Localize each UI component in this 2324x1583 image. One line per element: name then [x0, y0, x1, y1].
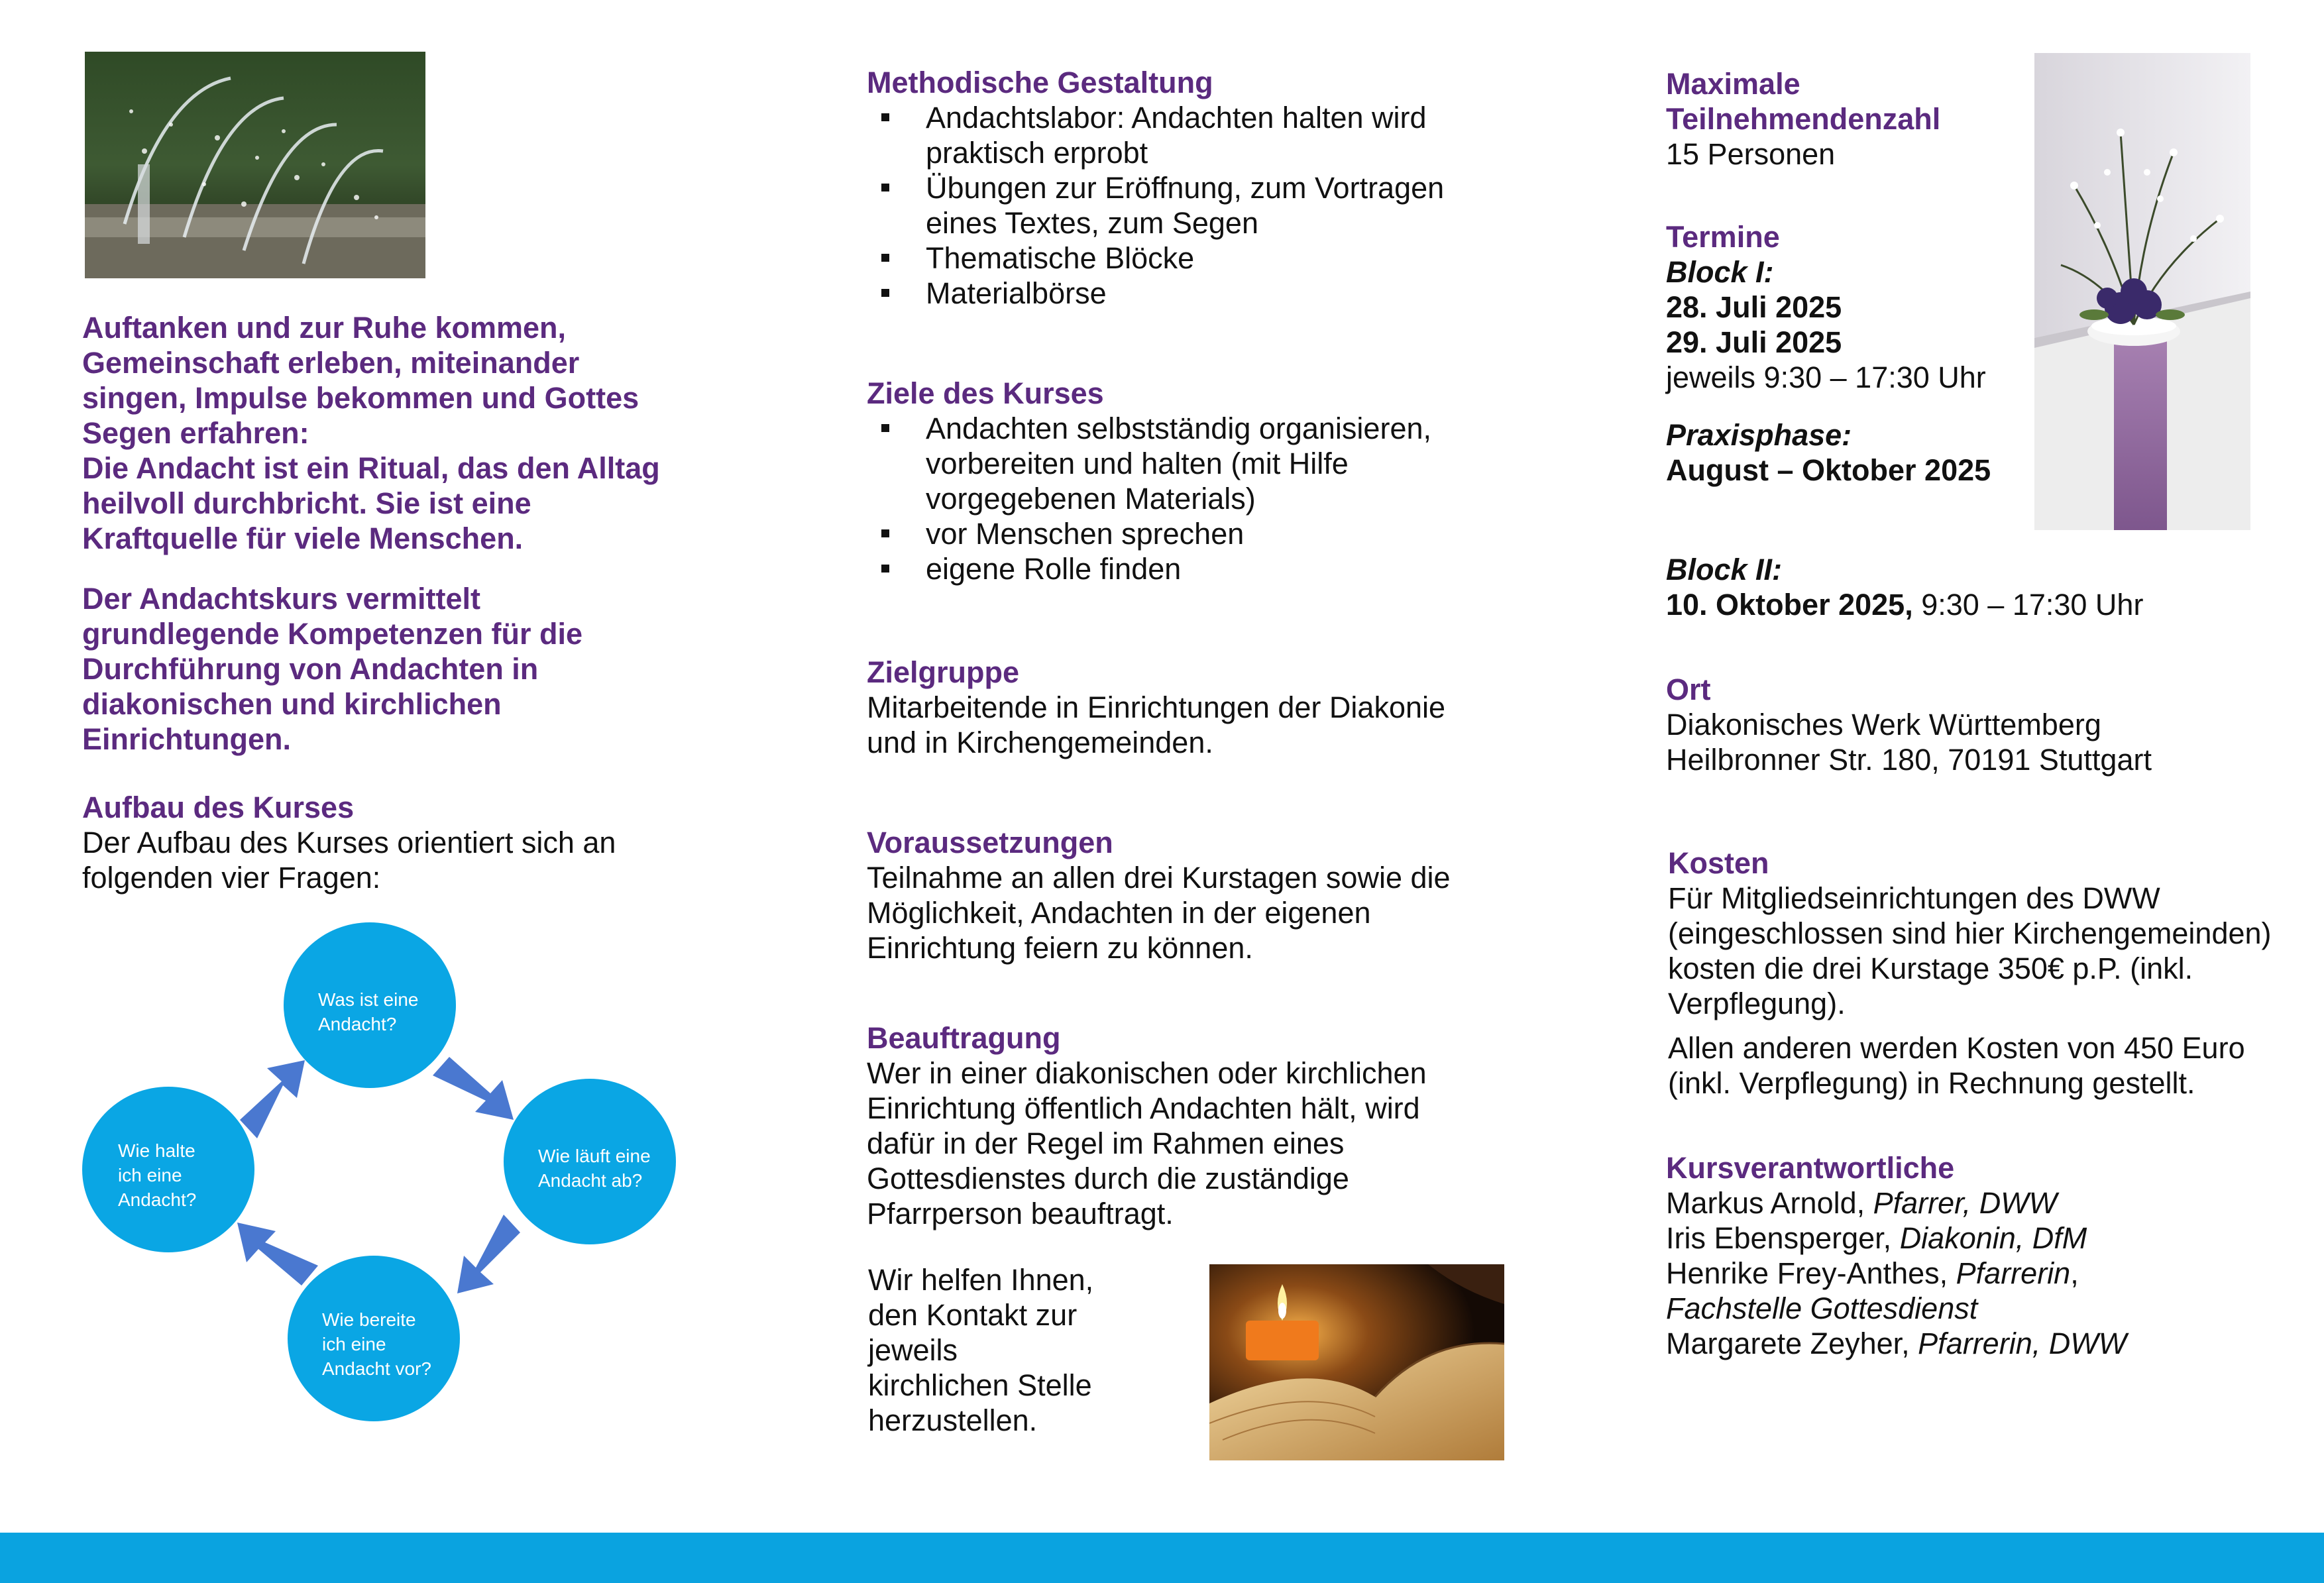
ziele-heading: Ziele des Kurses — [867, 376, 1104, 410]
block-1-date-1: 28. Juli 2025 — [1666, 290, 1842, 324]
block-2-label: Block II: — [1666, 553, 1783, 586]
beauftragung-heading: Beauftragung — [867, 1021, 1061, 1055]
list-item: Materialbörse — [867, 276, 1529, 311]
max-teilnehmende-value: 15 Personen — [1666, 137, 1836, 171]
ort-text: Diakonisches Werk Württemberg Heilbronner Str. 180, 70191 Stuttgart — [1666, 708, 2152, 777]
kursverantwortliche-list — [1666, 1185, 2302, 1361]
list-item: Andachten selbstständig organisieren, vorbereiten und halten (mit Hilfe vorgegebenen Materials) — [867, 411, 1529, 516]
arrow-left-to-top — [240, 1060, 305, 1138]
cycle-node-bottom: Wie bereite ich eine Andacht vor? — [288, 1256, 460, 1421]
footer-bar — [0, 1533, 2324, 1583]
list-item: Markus Arnold, Pfarrer, DWW — [1666, 1186, 2058, 1220]
methodik-list — [867, 100, 1529, 311]
termine-heading: Termine — [1666, 220, 1780, 254]
fountain-photo — [85, 52, 425, 278]
kursverantwortliche-heading: Kursverantwortliche — [1666, 1151, 1955, 1185]
cycle-node-left: Wie halte ich eine Andacht? — [82, 1087, 254, 1252]
list-item: Fachstelle Gottesdienst — [1666, 1291, 1978, 1325]
cycle-diagram — [66, 914, 702, 1431]
block-1-time: jeweils 9:30 – 17:30 Uhr — [1666, 360, 1986, 394]
list-item: Henrike Frey-Anthes, Pfarrerin, — [1666, 1256, 2079, 1290]
aufbau-heading: Aufbau des Kurses — [82, 791, 355, 824]
kosten-text-1: Für Mitgliedseinrichtungen des DWW (eingeschlossen sind hier Kirchengemeinden) kosten die drei Kurstage 350€ p.P. (inkl. Verpflegung). — [1668, 881, 2272, 1020]
block-2-date: 10. Oktober 2025, — [1666, 588, 1913, 622]
cycle-node-right: Wie läuft eine Andacht ab? — [504, 1079, 676, 1244]
kosten-heading: Kosten — [1668, 846, 1769, 880]
arrow-top-to-right — [433, 1057, 514, 1120]
praxisphase-value: August – Oktober 2025 — [1666, 453, 1991, 487]
block-2-line — [1666, 587, 2143, 622]
arrow-right-to-bottom — [457, 1215, 520, 1293]
voraussetzungen-heading: Voraussetzungen — [867, 826, 1113, 859]
kosten-text-2: Allen anderen werden Kosten von 450 Euro (inkl. Verpflegung) in Rechnung gestellt. — [1668, 1031, 2245, 1100]
list-item: eigene Rolle finden — [867, 551, 1529, 586]
ort-heading: Ort — [1666, 673, 1711, 706]
max-teilnehmende-heading: Maximale Teilnehmendenzahl — [1666, 67, 1941, 136]
help-text: Wir helfen Ihnen, den Kontakt zur jeweils kirchlichen Stelle herzustellen. — [868, 1263, 1094, 1437]
praxisphase-label: Praxisphase: — [1666, 418, 1852, 452]
ziele-list — [867, 411, 1529, 586]
voraussetzungen-text: Teilnahme an allen drei Kurstagen sowie die Möglichkeit, Andachten in der eigenen Einrichtung feiern zu können. — [867, 861, 1451, 965]
beauftragung-text: Wer in einer diakonischen oder kirchlichen Einrichtung öffentlich Andachten hält, wird dafür in der Regel im Rahmen eines Gottesdienstes durch die zuständige Pfarrperson beauftragt. — [867, 1056, 1427, 1230]
cycle-node-top: Was ist eine Andacht? — [284, 922, 456, 1088]
zielgruppe-text: Mitarbeitende in Einrichtungen der Diakonie und in Kirchengemeinden. — [867, 690, 1446, 759]
flower-arrangement-photo — [2034, 53, 2250, 530]
block-2-time: 9:30 – 17:30 Uhr — [1912, 588, 2144, 622]
list-item: Thematische Blöcke — [867, 241, 1529, 276]
zielgruppe-heading: Zielgruppe — [867, 655, 1020, 689]
arrow-bottom-to-left — [237, 1223, 318, 1285]
list-item: Übungen zur Eröffnung, zum Vortragen eines Textes, zum Segen — [867, 170, 1529, 241]
intro-paragraph-1: Auftanken und zur Ruhe kommen, Gemeinschaft erleben, miteinander singen, Impulse bekommen und Gottes Segen erfahren: Die Andacht ist ein Ritual, das den Alltag heilvoll durchbricht. Sie ist eine Kraftquelle für viele Menschen. — [82, 311, 660, 555]
list-item: Andachtslabor: Andachten halten wird praktisch erprobt — [867, 100, 1529, 170]
block-1-label: Block I: — [1666, 255, 1774, 289]
list-item: vor Menschen sprechen — [867, 516, 1529, 551]
block-1-date-2: 29. Juli 2025 — [1666, 325, 1842, 359]
candle-book-photo — [1209, 1264, 1504, 1460]
methodik-heading: Methodische Gestaltung — [867, 66, 1213, 99]
intro-paragraph-2: Der Andachtskurs vermittelt grundlegende Kompetenzen für die Durchführung von Andachten in diakonischen und kirchlichen Einrichtungen. — [82, 582, 583, 756]
list-item: Margarete Zeyher, Pfarrerin, DWW — [1666, 1327, 2127, 1360]
aufbau-text: Der Aufbau des Kurses orientiert sich an folgenden vier Fragen: — [82, 826, 616, 895]
list-item: Iris Ebensperger, Diakonin, DfM — [1666, 1221, 2087, 1255]
